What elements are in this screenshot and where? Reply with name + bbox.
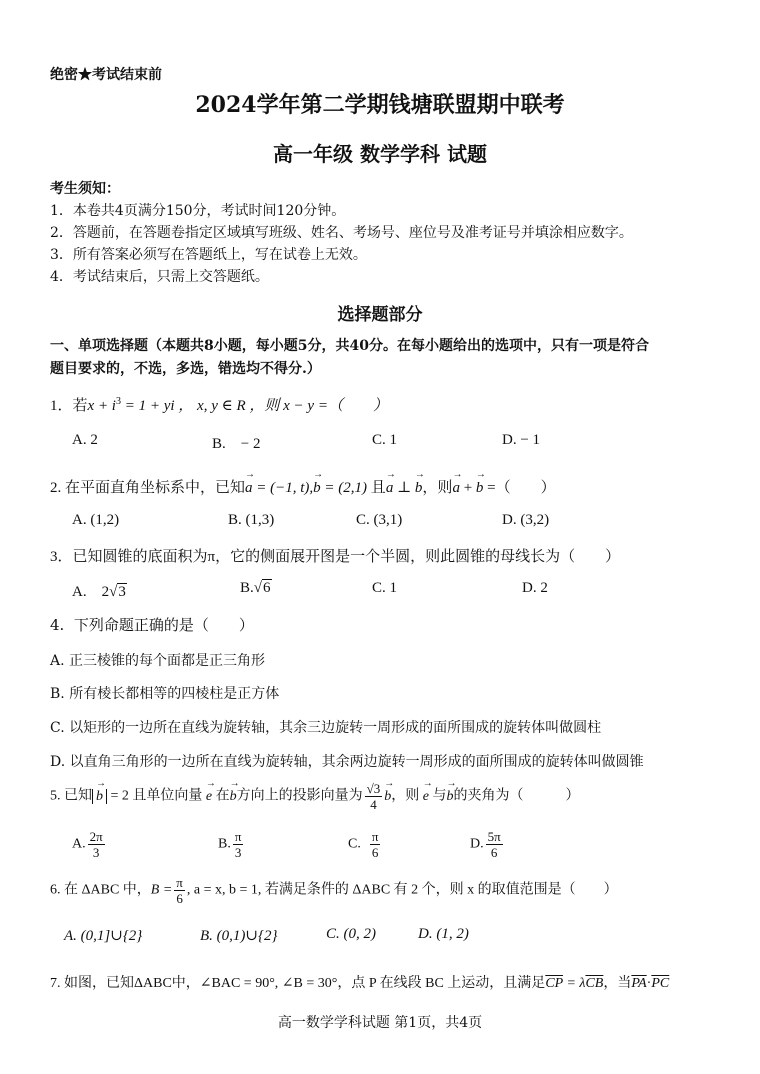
question-4 (50, 614, 254, 635)
option-a[interactable]: A. 正三棱锥的每个面都是正三角形 (50, 653, 266, 669)
fraction (88, 830, 105, 859)
question-1 (50, 394, 388, 415)
option-b[interactable] (240, 580, 272, 597)
vector-b: → b (384, 789, 391, 805)
fraction (370, 830, 381, 859)
question-text: 方向上的投影向量为 (236, 788, 363, 804)
radicand: 3 (118, 584, 126, 600)
option-d[interactable]: D. 2 (522, 580, 548, 596)
question-text: , a = x, b = 1, 若满足条件的 ΔABC 有 2 个，则 x 的取值范围是（ ） (186, 882, 618, 898)
vector-b: → b (313, 480, 321, 497)
vector-b: → b (230, 789, 237, 805)
notice-heading: 考生须知： (50, 181, 120, 197)
numerator: π (234, 829, 242, 844)
fraction (365, 782, 383, 811)
vector-a: → a (452, 480, 460, 497)
vector-e: → e (423, 789, 429, 805)
vector-a: → a (386, 480, 394, 497)
math-expression: B = (150, 882, 173, 898)
math-operator: + (459, 480, 476, 496)
exam-subtitle: 高一年级 数学学科 试题 (273, 142, 487, 166)
question-text: 在 (215, 788, 230, 804)
question-text: 若 (72, 398, 88, 414)
option-d[interactable]: D. 以直角三角形的一边所在直线为旋转轴，其余两边旋转一周形成的面所围成的旋转体叫做圆锥 (50, 754, 644, 770)
option-b[interactable] (218, 830, 245, 859)
question-text: 在平面直角坐标系中，已知 (65, 480, 246, 496)
option-b[interactable]: B. (0,1)∪{2} (200, 928, 278, 944)
question-number: 1． (50, 398, 73, 414)
option-a[interactable]: A. (1,2) (72, 512, 120, 528)
question-text: 且 (370, 480, 386, 496)
section-instruction: 一、单项选择题（本题共8小题，每小题5分，共40分。在每小题给出的选项中，只有一项是符合 (50, 338, 649, 354)
option-b[interactable]: B. − 2 (212, 436, 261, 452)
vector-b: → b (415, 480, 423, 497)
numerator: √3 (366, 781, 381, 796)
notice-item: 2．答题前，在答题卷指定区域填写班级、姓名、考场号、座位号及准考证号并填涂相应数字。 (50, 225, 633, 241)
numerator: 2π (89, 829, 103, 844)
question-number: 3． (50, 549, 73, 565)
question-text: 如图，已知ΔABC中，∠BAC = 90°, ∠B = 30°，点 P 在线段 BC 上运动，且满足 (64, 976, 546, 991)
question-text: 与 (432, 788, 447, 804)
option-a[interactable]: A. (0,1]∪{2} (64, 928, 143, 944)
denominator: 6 (490, 845, 498, 860)
exam-title: 2024学年第二学期钱塘联盟期中联考 (195, 92, 565, 118)
option-c[interactable]: C. (3,1) (356, 512, 403, 528)
math-expression: = λ (562, 976, 586, 991)
question-text: = 2 且单位向量 (107, 788, 203, 804)
math-expression: = (−1, t), (252, 480, 314, 496)
numerator: π (371, 829, 379, 844)
denominator: 6 (176, 891, 183, 906)
option-c[interactable]: C. 1 (372, 580, 398, 596)
question-text: =（ ） (483, 480, 556, 496)
math-expression: = 1 + yi ， x, y ∈ R ，则 x − y =（ ） (120, 398, 388, 414)
option-a[interactable] (72, 830, 107, 859)
math-expression: x + i (87, 398, 116, 414)
sqrt-expression: √3 (109, 584, 126, 600)
option-a[interactable]: A. 2 (72, 432, 98, 448)
option-d[interactable] (470, 830, 505, 859)
option-c[interactable]: C. 1 (372, 432, 398, 448)
question-text: 下列命题正确的是（ ） (73, 616, 254, 634)
notice-item: 1．本卷共4页满分150分，考试时间120分钟。 (50, 203, 346, 219)
question-number: 4. (50, 616, 65, 634)
page-footer: 高一数学学科试题 第1页，共4页 (277, 1015, 483, 1031)
question-text: 已知 (64, 788, 92, 804)
option-a[interactable] (72, 580, 127, 601)
question-text: ，当 (603, 976, 632, 991)
option-label: D. (470, 836, 484, 852)
vector-b: → b (476, 480, 484, 497)
math-superscript: 3 (115, 396, 121, 407)
vector-cp: $\overline{CP}$ (545, 976, 563, 991)
denominator: 3 (234, 845, 242, 860)
math-operator: · (646, 976, 652, 991)
question-6 (50, 876, 618, 905)
section-title: 选择题部分 (337, 305, 423, 325)
question-text: ，则 (422, 480, 453, 496)
vector-pa: $\overline{PA}$ (631, 976, 647, 991)
option-label: B. (218, 836, 231, 852)
vector-a: → a (245, 480, 253, 497)
secret-tag: 绝密★考试结束前 (50, 67, 162, 83)
option-label: C. (348, 836, 361, 852)
option-b[interactable]: B. (1,3) (228, 512, 275, 528)
radicand: 6 (263, 580, 271, 596)
denominator: 6 (371, 845, 379, 860)
numerator: 5π (487, 829, 501, 844)
question-7 (50, 972, 669, 992)
sqrt-expression: √6 (253, 580, 271, 596)
option-c[interactable] (348, 830, 382, 859)
fraction (174, 876, 185, 905)
denominator: 4 (370, 797, 377, 812)
question-3 (50, 545, 620, 566)
question-number: 6. (50, 882, 61, 898)
option-d[interactable]: D. (1, 2) (418, 926, 469, 942)
notice-item: 4．考试结束后，只需上交答题纸。 (50, 269, 269, 285)
option-b[interactable]: B. 所有棱长都相等的四棱柱是正方体 (50, 686, 280, 702)
option-c[interactable]: C. 以矩形的一边所在直线为旋转轴，其余三边旋转一周形成的面所围成的旋转体叫做圆柱 (50, 720, 602, 736)
denominator: 3 (92, 845, 100, 860)
question-text: ，则 (391, 788, 420, 804)
vector-cb: $\overline{CB}$ (585, 976, 604, 991)
option-label: A. (72, 836, 86, 852)
numerator: π (176, 875, 183, 890)
question-text: 已知圆锥的底面积为π，它的侧面展开图是一个半圆，则此圆锥的母线长为（ ） (72, 549, 621, 565)
question-text: 的夹角为（ ） (453, 788, 580, 804)
vector-e: → e (206, 789, 212, 805)
vector-b: → b (446, 789, 453, 805)
magnitude-bars (92, 789, 107, 804)
math-expression: = (2,1) (320, 480, 368, 496)
question-5 (50, 782, 579, 811)
question-number: 2. (50, 480, 62, 496)
vector-pc: $\overline{PC}$ (651, 976, 670, 991)
section-instruction: 题目要求的，不选，多选，错选均不得分.） (50, 361, 321, 377)
option-d[interactable]: D. − 1 (502, 432, 541, 448)
math-operator: ⊥ (393, 480, 415, 496)
question-text: 在 ΔABC 中， (64, 882, 151, 898)
option-label: A. 2 (72, 584, 110, 600)
option-label: B. (240, 580, 254, 596)
fraction (233, 830, 244, 859)
vector-b: → b (96, 789, 103, 805)
option-d[interactable]: D. (3,2) (502, 512, 550, 528)
question-number: 7. (50, 976, 61, 991)
question-2 (50, 476, 556, 497)
notice-item: 3．所有答案必须写在答题纸上，写在试卷上无效。 (50, 247, 367, 263)
fraction (486, 830, 503, 859)
question-number: 5. (50, 788, 61, 804)
option-c[interactable]: C. (0, 2) (326, 926, 376, 942)
